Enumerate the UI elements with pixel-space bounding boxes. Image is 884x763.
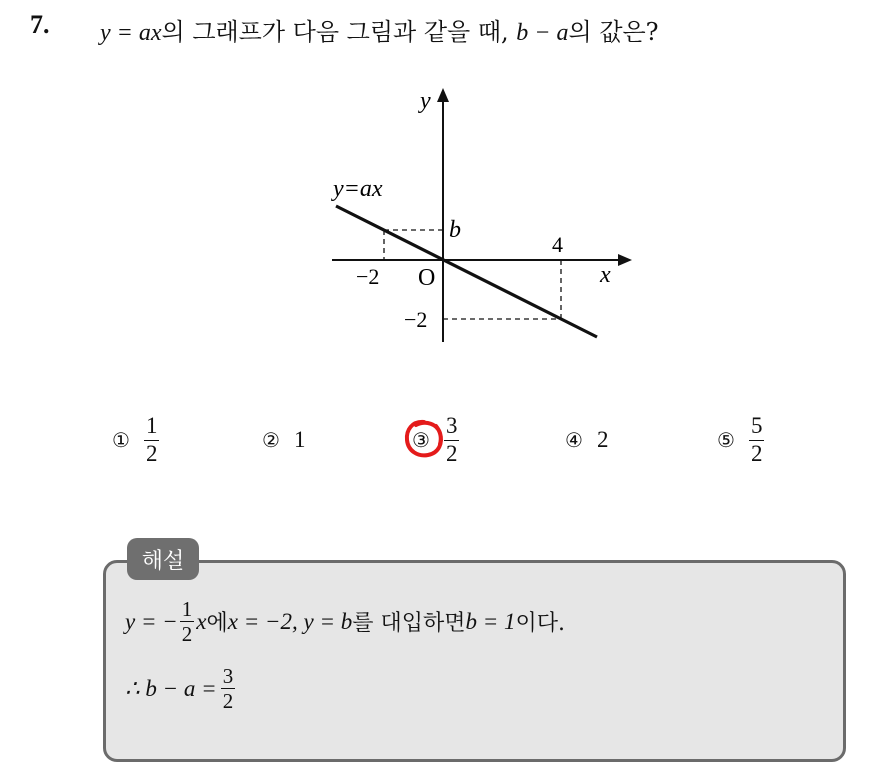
y-axis-label: y: [420, 88, 431, 114]
tick-label-4: 4: [552, 232, 563, 257]
choice-3-marker: ③: [412, 428, 430, 452]
choice-2[interactable]: [262, 410, 305, 470]
y-axis-arrow: [437, 88, 449, 102]
sol-answer-num: 3: [222, 664, 234, 688]
solution-line-2: [125, 665, 235, 712]
choice-4-value: 2: [596, 427, 609, 452]
sol-expr-b1: b = 1: [465, 608, 516, 634]
choice-5-denominator: 2: [750, 440, 763, 466]
sol-text-g: 이다.: [515, 611, 566, 637]
expr-b-minus-a: b − a: [516, 20, 569, 46]
choice-1-numerator: 1: [145, 413, 158, 439]
x-axis-arrow: [618, 254, 632, 266]
graph-figure: [300, 80, 640, 360]
tick-label-x-neg2: −2: [356, 264, 380, 289]
sol-conclusion: ∴ b − a =: [125, 675, 217, 701]
choice-5-fraction: [749, 414, 765, 465]
choice-3-fraction: [444, 414, 460, 465]
solution-line-1: [125, 598, 565, 645]
choice-1-marker: ①: [112, 428, 130, 452]
sol-text-e: 를 대입하면: [352, 611, 466, 637]
sol-fraction-half: [180, 598, 195, 645]
question-text: [100, 12, 659, 47]
tick-label-y-neg2: −2: [404, 307, 428, 332]
solution-box: [103, 560, 846, 762]
choice-2-marker: ②: [262, 428, 280, 452]
sol-frac-den: 2: [181, 622, 193, 647]
sol-expr-sub: x = −2, y = b: [227, 608, 353, 634]
line-label: y=ax: [333, 176, 383, 202]
question-text-b: 의 값은?: [568, 18, 659, 46]
sol-answer-den: 2: [222, 689, 234, 714]
choice-3-numerator: 3: [445, 413, 458, 439]
solution-tag: 해설: [127, 538, 199, 580]
question-text-a: 의 그래프가 다음 그림과 같을 때,: [161, 18, 517, 46]
sol-expr-y: y = −: [125, 608, 178, 634]
question-number: 7.: [30, 10, 50, 39]
expr-y-ax: y = ax: [100, 20, 162, 46]
choice-3-denominator: 2: [445, 440, 458, 466]
b-label: b: [449, 217, 461, 243]
choice-5-numerator: 5: [750, 413, 763, 439]
choice-4-marker: ④: [565, 428, 583, 452]
origin-label: O: [418, 265, 436, 291]
choice-1-fraction: [144, 414, 160, 465]
choice-5[interactable]: [717, 410, 764, 470]
choice-2-value: 1: [293, 427, 306, 452]
choice-3[interactable]: [412, 410, 459, 470]
sol-text-c: 에: [206, 611, 228, 637]
choice-1-denominator: 2: [145, 440, 158, 466]
sol-expr-x: x: [196, 608, 207, 634]
choice-1[interactable]: [112, 410, 159, 470]
x-axis-label: x: [600, 262, 611, 288]
choice-5-marker: ⑤: [717, 428, 735, 452]
choice-4[interactable]: [565, 410, 608, 470]
sol-fraction-answer: [221, 665, 236, 712]
sol-frac-num: 1: [181, 597, 193, 621]
